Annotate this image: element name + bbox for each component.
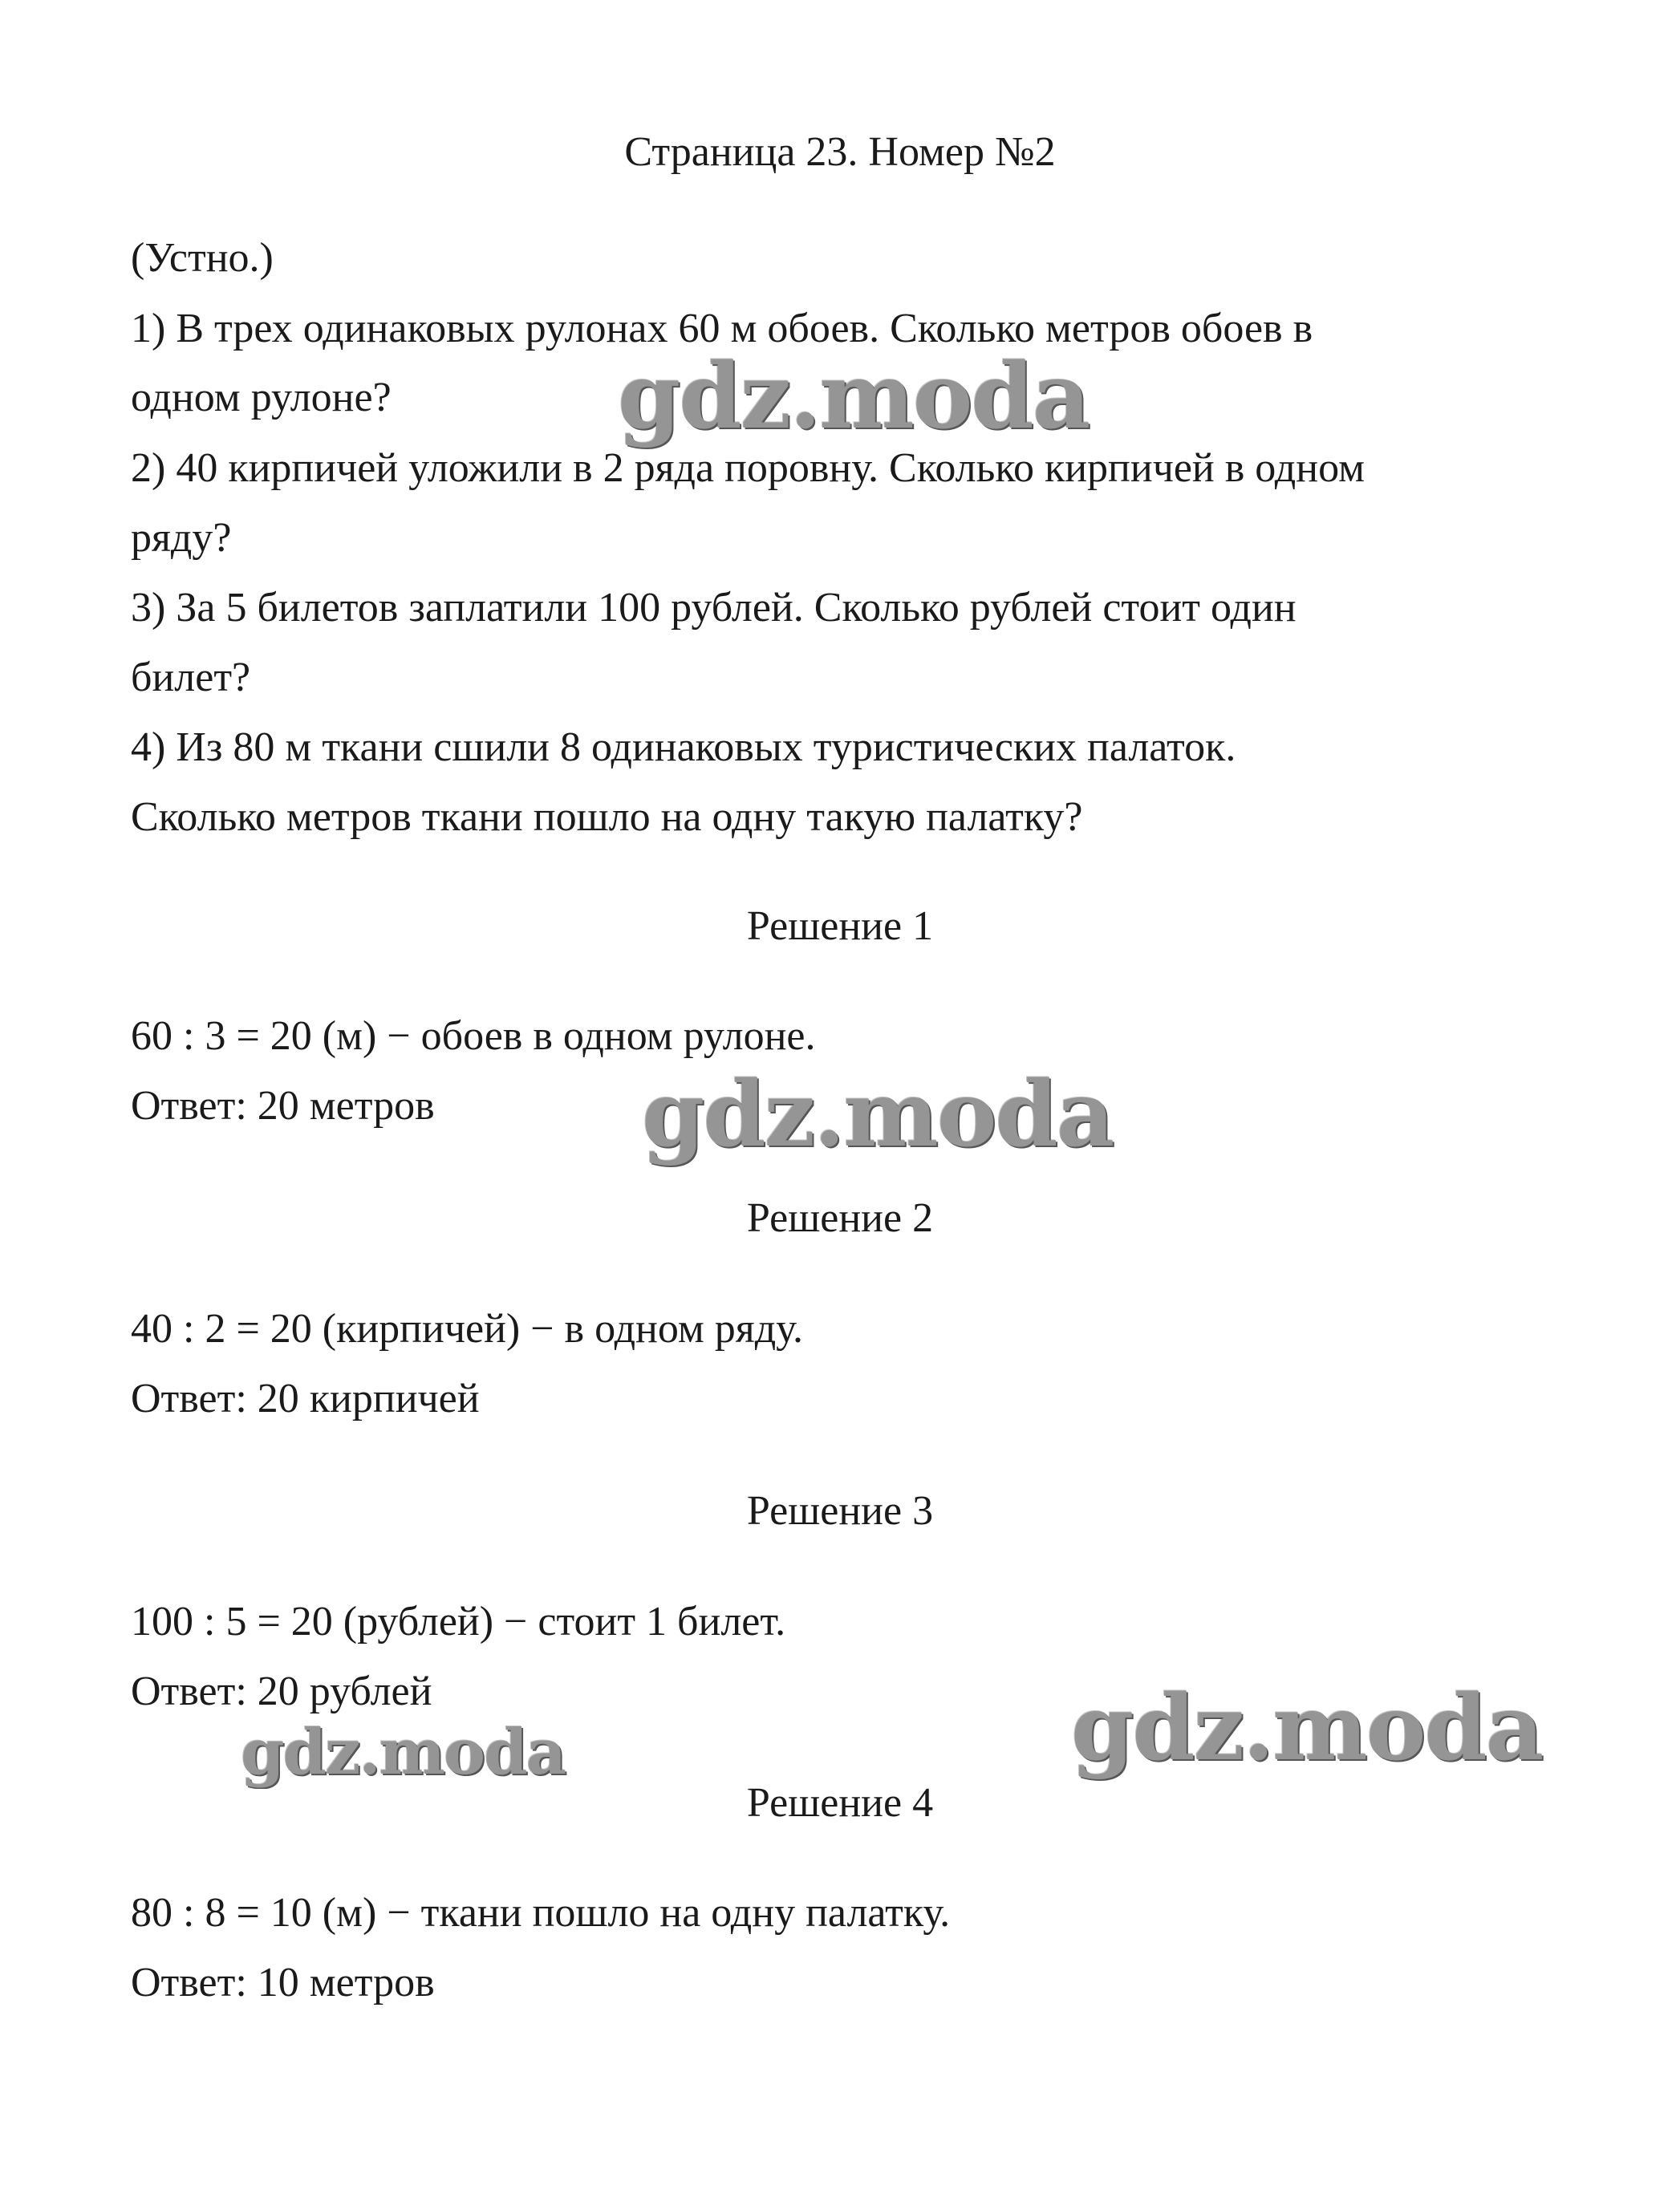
solution-1-heading: Решение 1 bbox=[746, 903, 934, 949]
task-line-8: Сколько метров ткани пошло на одну такую палатку? bbox=[131, 794, 1083, 840]
task-line-2: одном рулоне? bbox=[131, 375, 392, 420]
task-line-6: билет? bbox=[131, 655, 251, 700]
task-intro: (Устно.) bbox=[131, 235, 274, 281]
solution-4-answer: Ответ: 10 метров bbox=[131, 1960, 435, 2005]
solution-2-answer: Ответ: 20 кирпичей bbox=[131, 1376, 480, 1421]
watermark-logo-1: gdz.moda bbox=[618, 344, 1090, 449]
task-line-7: 4) Из 80 м ткани сшили 8 одинаковых туристических палаток. bbox=[131, 724, 1236, 770]
solution-4-equation: 80 : 8 = 10 (м) − ткани пошло на одну палатку. bbox=[131, 1890, 951, 1936]
solution-2-heading: Решение 2 bbox=[746, 1195, 934, 1241]
watermark-logo-4: gdz.moda bbox=[241, 1716, 566, 1789]
task-line-4: ряду? bbox=[131, 515, 232, 561]
task-line-1: 1) В трех одинаковых рулонах 60 м обоев. Сколько метров обоев в bbox=[131, 306, 1313, 351]
solution-4-heading: Решение 4 bbox=[746, 1780, 934, 1826]
solution-3-answer: Ответ: 20 рублей bbox=[131, 1669, 432, 1714]
solution-1-equation: 60 : 3 = 20 (м) − обоев в одном рулоне. bbox=[131, 1013, 816, 1059]
solution-1-answer: Ответ: 20 метров bbox=[131, 1083, 435, 1129]
watermark-logo-3: gdz.moda bbox=[1071, 1676, 1543, 1781]
solution-3-equation: 100 : 5 = 20 (рублей) − стоит 1 билет. bbox=[131, 1599, 786, 1644]
page-title: Страница 23. Номер №2 bbox=[624, 129, 1056, 175]
task-line-3: 2) 40 кирпичей уложили в 2 ряда поровну. Сколько кирпичей в одном bbox=[131, 445, 1366, 491]
watermark-logo-2: gdz.moda bbox=[642, 1062, 1114, 1167]
solution-3-heading: Решение 3 bbox=[746, 1488, 934, 1534]
solution-2-equation: 40 : 2 = 20 (кирпичей) − в одном ряду. bbox=[131, 1306, 803, 1352]
task-line-5: 3) За 5 билетов заплатили 100 рублей. Сколько рублей стоит один bbox=[131, 585, 1297, 631]
